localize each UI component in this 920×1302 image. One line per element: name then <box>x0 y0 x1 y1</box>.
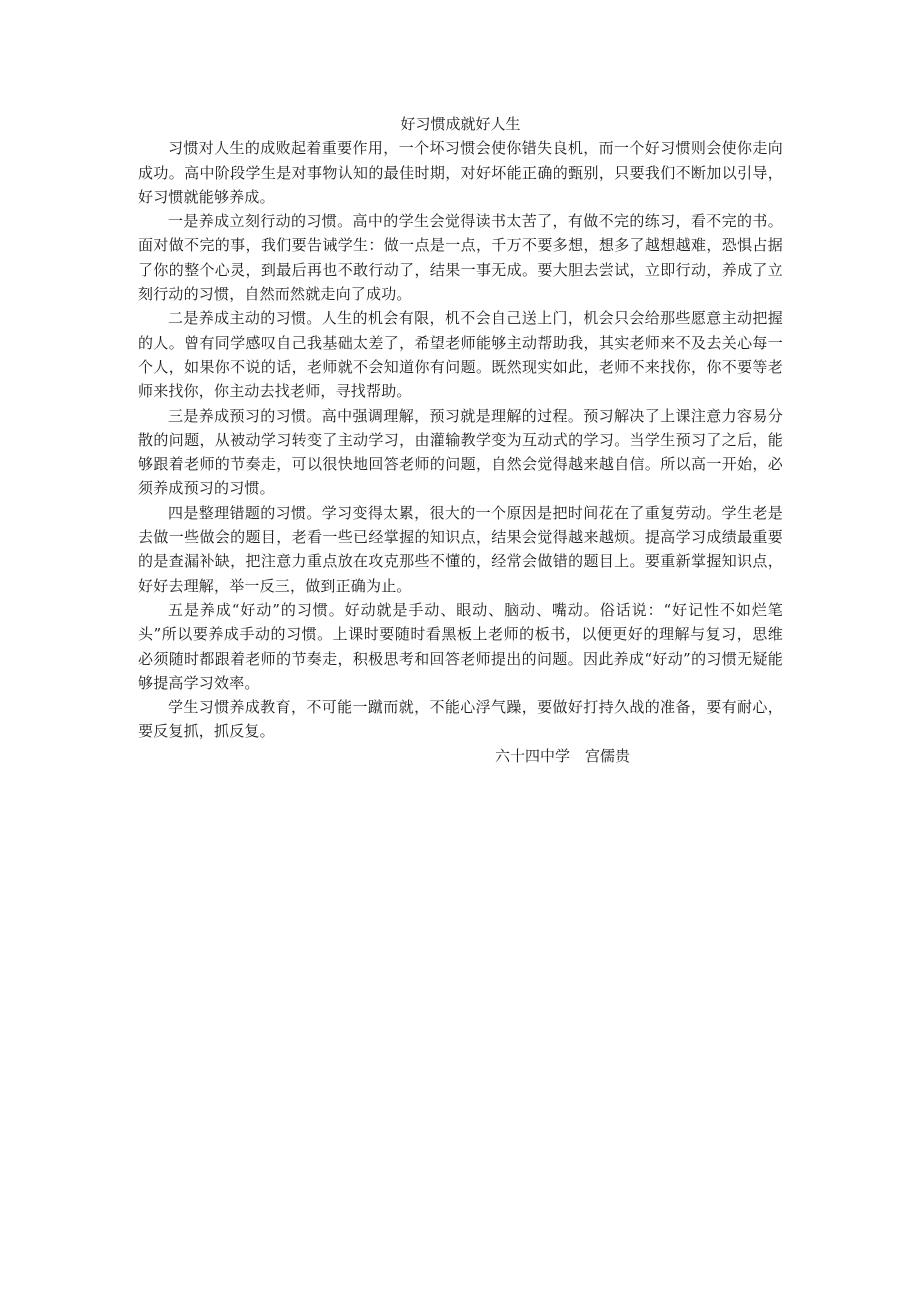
paragraph-habit-act-immediately: 一是养成立刻行动的习惯。高中的学生会觉得读书太苦了，有做不完的练习，看不完的书。面对做不完的事，我们要告诫学生：做一点是一点，千万不要多想，想多了越想越难，恐惧占据了你的整个心灵，到最后再也不敢行动了，结果一事无成。要大胆去尝试，立即行动，养成了立刻行动的习惯，自然而然就走向了成功。 <box>138 212 783 304</box>
paragraph-conclusion: 学生习惯养成教育，不可能一蹴而就，不能心浮气躁，要做好打持久战的准备，要有耐心，要反复抓，抓反复。 <box>138 698 783 741</box>
paragraph-habit-initiative: 二是养成主动的习惯。人生的机会有限，机不会自己送上门，机会只会给那些愿意主动把握的人。曾有同学感叹自己我基础太差了，希望老师能够主动帮助我，其实老师来不及去关心每一个人，如果你不说的话，老师就不会知道你有问题。既然现实如此，老师不来找你，你不要等老师来找你，你主动去找老师，寻找帮助。 <box>138 309 783 401</box>
paragraph-habit-error-review: 四是整理错题的习惯。学习变得太累，很大的一个原因是把时间花在了重复劳动。学生老是去做一些做会的题目，老看一些已经掌握的知识点，结果会觉得越来越烦。提高学习成绩最重要的是查漏补缺，把注意力重点放在攻克那些不懂的，经常会做错的题目上。要重新掌握知识点，好好去理解，举一反三，做到正确为止。 <box>138 503 783 595</box>
paragraph-habit-preview: 三是养成预习的习惯。高中强调理解，预习就是理解的过程。预习解决了上课注意力容易分散的问题，从被动学习转变了主动学习，由灌输教学变为互动式的学习。当学生预习了之后，能够跟着老师的节奏走，可以很快地回答老师的问题，自然会觉得越来越自信。所以高一开始，必须养成预习的习惯。 <box>138 406 783 498</box>
author-signature: 六十四中学 宫儒贵 <box>495 746 631 765</box>
paragraph-intro: 习惯对人生的成败起着重要作用，一个坏习惯会使你错失良机，而一个好习惯则会使你走向成功。高中阶段学生是对事物认知的最佳时期，对好坏能正确的甄别，只要我们不断加以引导，好习惯就能够养成。 <box>138 139 783 206</box>
document-title: 好习惯成就好人生 <box>400 115 521 133</box>
paragraph-habit-active: 五是养成“好动”的习惯。好动就是手动、眼动、脑动、嘴动。俗话说：“好记性不如烂笔头”所以要养成手动的习惯。上课时要随时看黑板上老师的板书，以便更好的理解与复习，思维必须随时都跟着老师的节奏走，积极思考和回答老师提出的问题。因此养成“好动”的习惯无疑能够提高学习效率。 <box>138 600 783 692</box>
document-body <box>138 112 783 768</box>
